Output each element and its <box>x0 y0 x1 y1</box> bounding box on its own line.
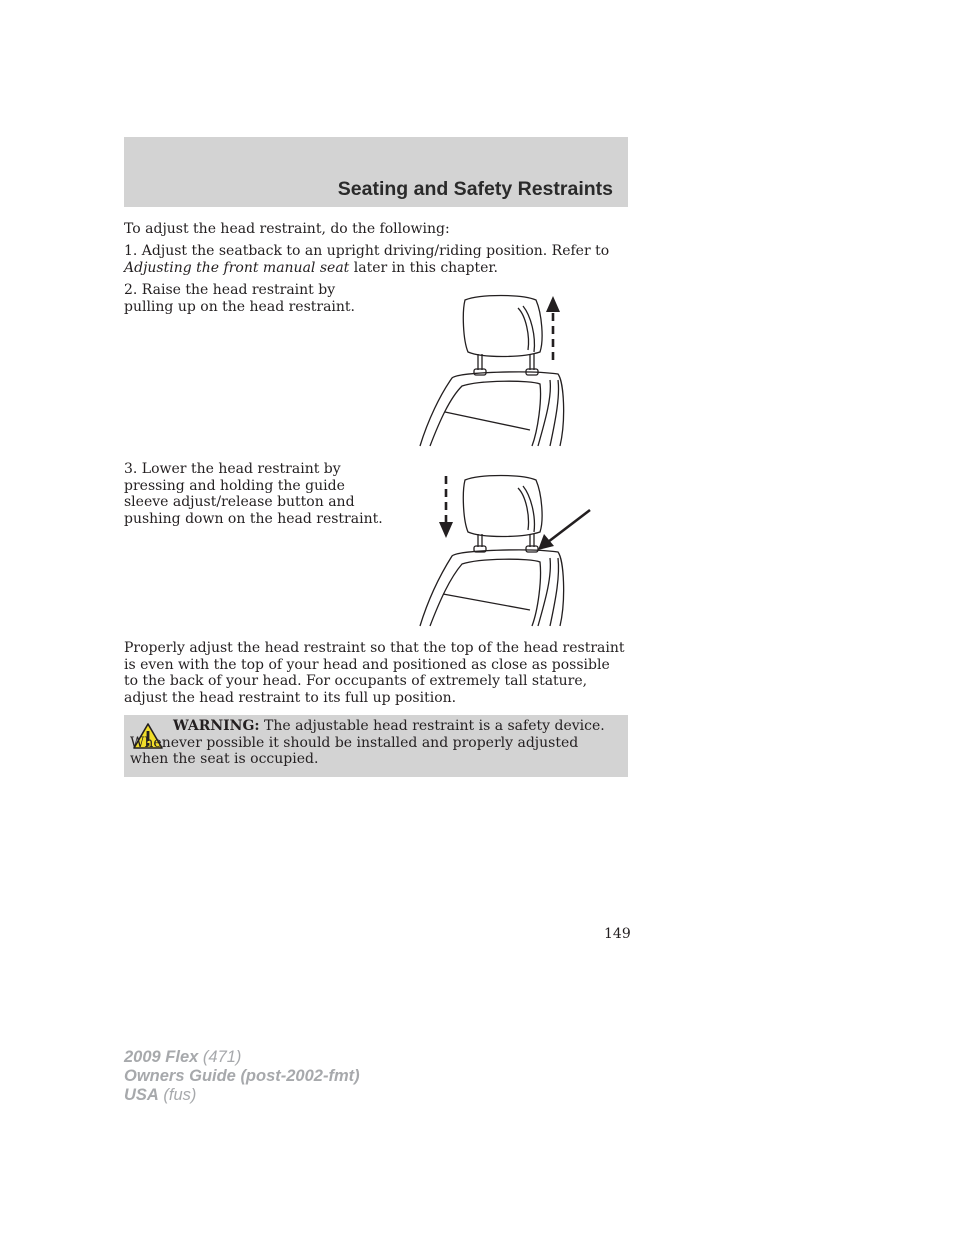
document-footer <box>124 1048 360 1105</box>
footer-model: 2009 Flex <box>124 1048 199 1066</box>
step-1-text-before: 1. Adjust the seatback to an upright driving/riding position. Refer to <box>124 243 610 259</box>
footer-model-code: (471) <box>198 1048 242 1066</box>
adjustment-paragraph: Properly adjust the head restraint so that the top of the head restraint is even with the top of your head and positioned as close as possible to the back of your head. For occupants of extremely tall stature, adjust the head restraint to its full up position. <box>124 640 625 706</box>
step-1-reference-link: Adjusting the front manual seat <box>124 259 350 276</box>
footer-line-guide: Owners Guide (post-2002-fmt) <box>124 1067 360 1085</box>
warning-text <box>130 718 618 768</box>
step-3-line: sleeve adjust/release button and <box>124 494 355 511</box>
step-3-text <box>124 461 383 527</box>
warning-label: WARNING: <box>173 718 260 734</box>
step-3-line: pushing down on the head restraint. <box>124 510 383 527</box>
warning-body: The adjustable head restraint is a safety device. Whenever possible it should be installed and properly adjusted when the seat is occupied. <box>130 718 605 768</box>
footer-market-code: (fus) <box>158 1086 197 1104</box>
up-arrow-icon <box>546 296 560 360</box>
release-button-arrow-icon <box>538 510 590 550</box>
step-3-line: 3. Lower the head restraint by <box>124 461 341 477</box>
lower-head-restraint-illustration <box>410 470 600 630</box>
step-2-line: 2. Raise the head restraint by <box>124 282 336 298</box>
down-arrow-icon <box>439 476 453 538</box>
footer-line-market <box>124 1086 360 1105</box>
footer-line-model <box>124 1048 360 1067</box>
chapter-header-band <box>124 137 628 207</box>
raise-head-restraint-illustration <box>410 290 580 450</box>
intro-text: To adjust the head restraint, do the following: <box>124 221 450 237</box>
step-2-line: pulling up on the head restraint. <box>124 298 355 315</box>
step-3-line: pressing and holding the guide <box>124 477 345 494</box>
step-1-text-after: later in this chapter. <box>349 259 499 276</box>
step-2-text <box>124 282 355 315</box>
warning-box <box>124 715 628 777</box>
step-1-text <box>124 243 628 276</box>
page-number: 149 <box>604 926 631 942</box>
footer-market: USA <box>124 1086 159 1104</box>
chapter-title: Seating and Safety Restraints <box>337 178 613 200</box>
